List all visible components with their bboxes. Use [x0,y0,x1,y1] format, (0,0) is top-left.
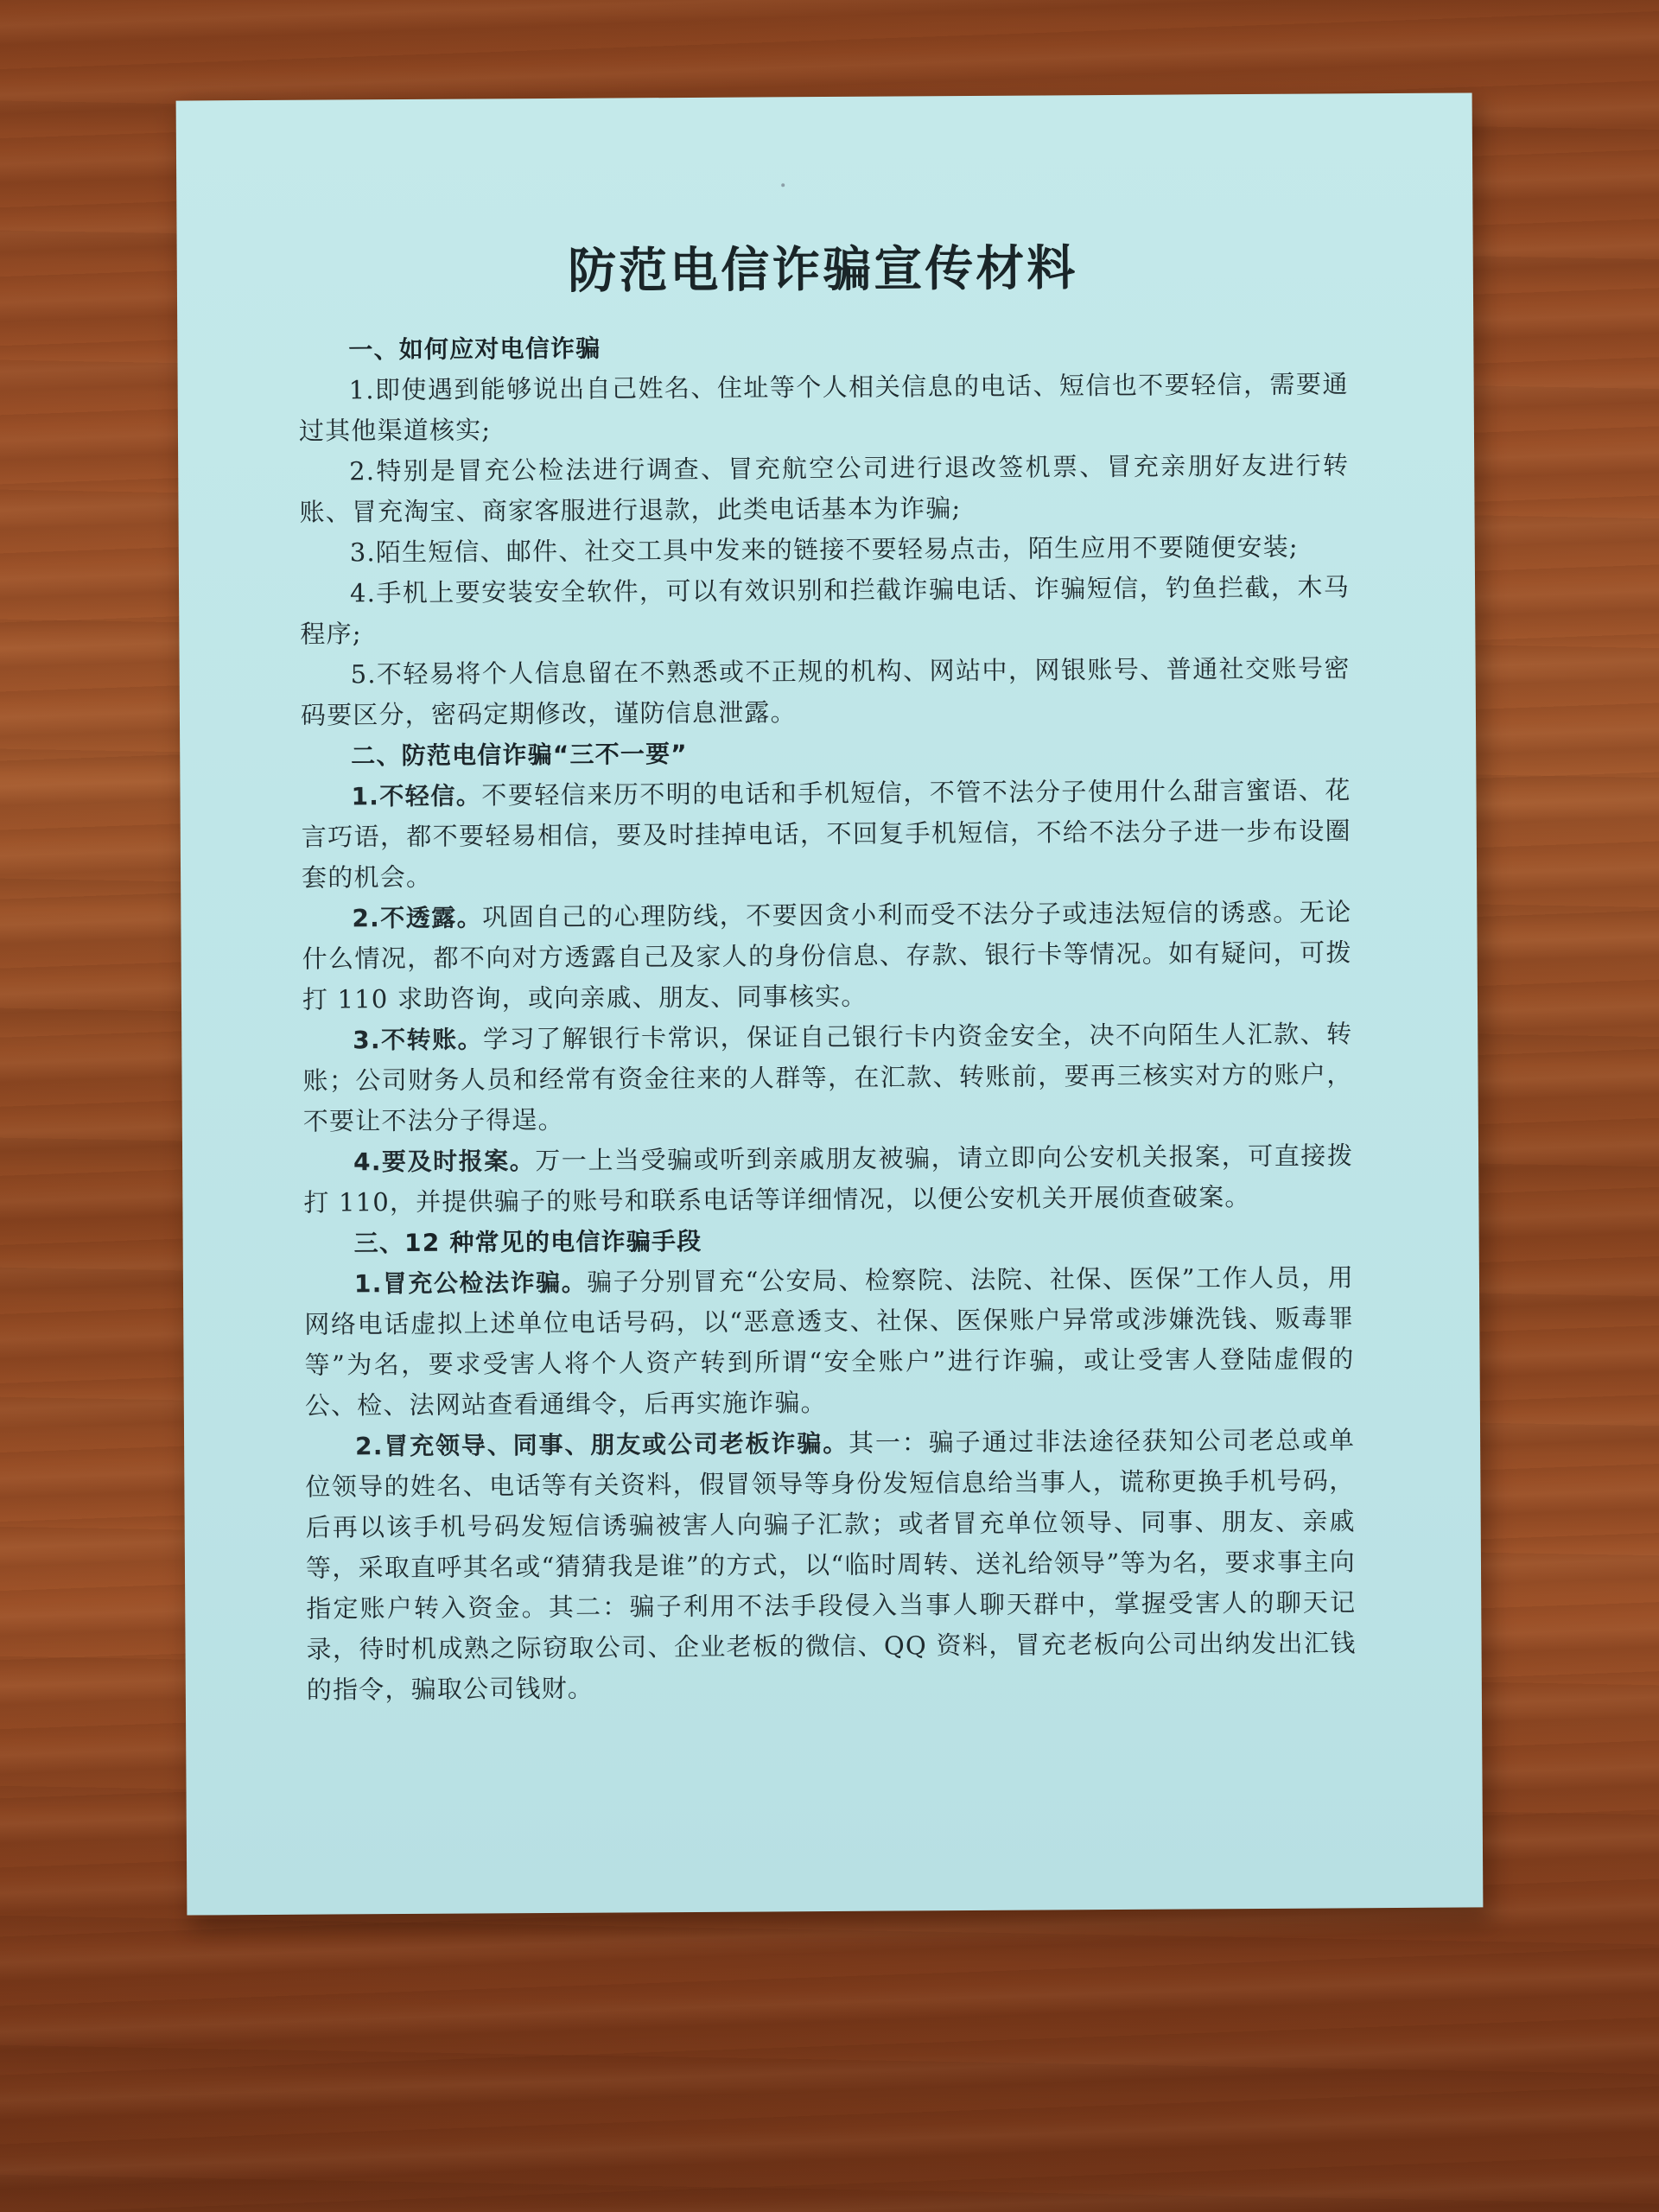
section-1-item: 4.手机上要安装安全软件，可以有效识别和拦截诈骗电话、诈骗短信，钓鱼拦截，木马程序; [300,572,1351,649]
section-3-item [304,1257,1355,1426]
section-2-item [301,770,1351,898]
section-1-item: 2.特别是冒充公检法进行调查、冒充航空公司进行退改签机票、冒充亲朋好友进行转账、冒充淘宝、商家客服进行退款，此类电话基本为诈骗; [299,450,1350,527]
paper-mark [781,183,785,187]
section-3-item [305,1420,1357,1710]
item-lead: 4.要及时报案。 [353,1147,536,1177]
section-3-heading: 三、12 种常见的电信诈骗手段 [353,1226,702,1258]
section-2-item [302,1014,1353,1141]
item-text: 巩固自己的心理防线，不要因贪小利而受不法分子或违法短信的诱惑。无论什么情况，都不向对方透露自己及家人的身份信息、存款、银行卡等情况。如有疑问，可拨打 110 求助咨询，或向亲戚、朋友、同事核实。 [302,897,1352,1014]
item-lead: 1.不轻信。 [351,781,482,811]
item-text: 万一上当受骗或听到亲戚朋友被骗，请立即向公安机关报案，可直接拨打 110，并提供骗子的账号和联系电话等详细情况，以便公安机关开展侦查破案。 [303,1141,1354,1217]
item-lead: 3.不转账。 [353,1025,484,1055]
item-text: 学习了解银行卡常识，保证自己银行卡内资金安全，决不向陌生人汇款、转账；公司财务人员和经常有资金往来的人群等，在汇款、转账前，要再三核实对方的账户，不要让不法分子得逞。 [302,1019,1353,1136]
section-1-heading: 一、如何应对电信诈骗 [348,334,601,365]
document-body [298,232,1357,1710]
section-2-item [303,1135,1354,1223]
section-2-item [302,892,1352,1020]
item-lead: 2.不透露。 [352,903,483,933]
item-text: 骗子分别冒充“公安局、检察院、法院、社保、医保”工作人员，用网络电话虚拟上述单位电话号码，以“恶意透支、社保、医保账户异常或涉嫌洗钱、贩毒罪等”为名，要求受害人将个人资产转到所谓“安全账户”进行诈骗，或让受害人登陆虚假的公、检、法网站查看通缉令，后再实施诈骗。 [304,1262,1355,1421]
section-2-heading: 二、防范电信诈骗“三不一要” [351,739,688,771]
section-1-item: 1.即使遇到能够说出自己姓名、住址等个人相关信息的电话、短信也不要轻信，需要通过其他渠道核实; [298,369,1349,446]
item-text: 不要轻信来历不明的电话和手机短信，不管不法分子使用什么甜言蜜语、花言巧语，都不要轻易相信，要及时挂掉电话，不回复手机短信，不给不法分子进一步布设圈套的机会。 [301,775,1351,893]
item-lead: 1.冒充公检法诈骗。 [353,1268,588,1299]
item-lead: 2.冒充领导、同事、朋友或公司老板诈骗。 [355,1428,849,1461]
item-text: 其一：骗子通过非法途径获知公司老总或单位领导的姓名、电话等有关资料，假冒领导等身份发短信息给当事人，谎称更换手机号码，后再以该手机号码发短信诱骗被害人向骗子汇款；或者冒充单位领导、同事、朋友、亲戚等，采取直呼其名或“猜猜我是谁”的方式，以“临时周转、送礼给领导”等为名，要求事主向指定账户转入资金。其二：骗子利用不法手段侵入当事人聊天群中，掌握受害人的聊天记录，待时机成熟之际窃取公司、企业老板的微信、QQ 资料，冒充老板向公司出纳发出汇钱的指令，骗取公司钱财。 [305,1425,1357,1705]
document-title: 防范电信诈骗宣传材料 [568,239,1078,300]
section-1-item: 3.陌生短信、邮件、社交工具中发来的链接不要轻易点击，陌生应用不要随便安装; [349,531,1299,568]
section-1-item: 5.不轻易将个人信息留在不熟悉或不正规的机构、网站中，网银账号、普通社交账号密码要区分，密码定期修改，谨防信息泄露。 [300,653,1351,730]
document-sheet [176,92,1484,1915]
